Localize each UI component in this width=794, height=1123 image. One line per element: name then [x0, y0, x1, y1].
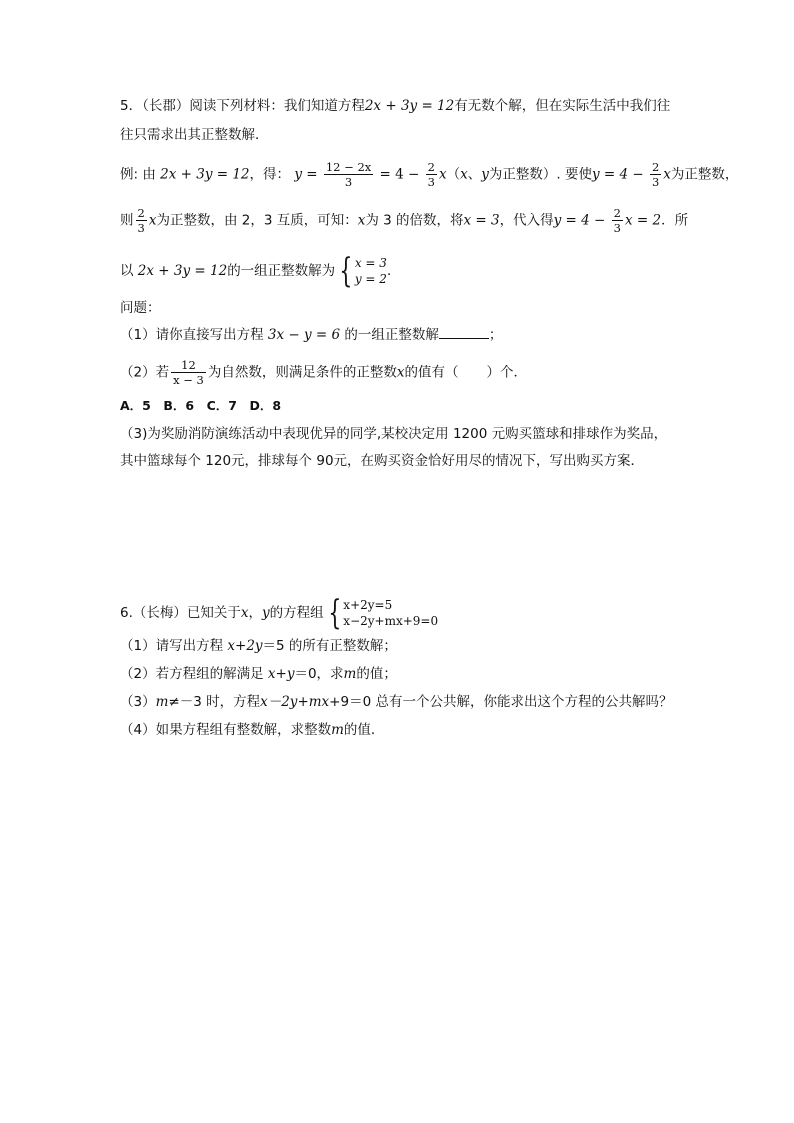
fraction-numerator: 2 [137, 206, 145, 220]
text: 的值有（ [404, 364, 459, 381]
math-expr: x = 3 [463, 212, 500, 229]
fraction [171, 358, 206, 387]
text: 的方程组 [269, 605, 324, 621]
variable: x [148, 212, 157, 229]
fraction-denominator: 3 [613, 221, 621, 235]
fraction [426, 160, 437, 189]
q6-part-1 [120, 636, 397, 656]
math-expr: x－2y+mx [260, 694, 330, 710]
text: ）个． [486, 364, 527, 381]
text: 为正整数， [670, 166, 739, 183]
variable: x [663, 166, 671, 183]
q5-line-3 [120, 160, 738, 189]
text: 的一组正整数解 [344, 327, 439, 343]
text: （2）若方程组的解满足 [120, 666, 264, 682]
system-row: y = 2 [354, 272, 387, 286]
q5-part-2 [120, 358, 527, 387]
q5-line-5 [120, 251, 401, 291]
text: ； [488, 327, 503, 343]
q5-line-2 [120, 125, 269, 145]
q6-line-1 [120, 593, 439, 633]
fraction-numerator: 12 [171, 358, 206, 373]
text: 、 [467, 166, 482, 183]
text: 的值； [356, 666, 397, 682]
equation-2x-3y-12: 2x + 3y = 12 [364, 98, 455, 114]
text: ＝5 的所有正整数解； [262, 638, 397, 654]
fraction [324, 160, 373, 189]
system-row: x+2y=5 [343, 598, 393, 612]
text: （2）若 [120, 364, 170, 381]
text: （3） [120, 694, 156, 710]
q6-part-4 [120, 720, 384, 740]
variable: x [357, 212, 366, 229]
system-row: x−2y+mx+9=0 [343, 614, 439, 628]
fraction-denominator: 3 [137, 221, 145, 235]
math-expr: y = 4 − [553, 212, 606, 229]
q6-part-3 [120, 692, 672, 712]
variable: y [481, 166, 489, 183]
problem-label [120, 298, 161, 318]
q6-part-2 [120, 664, 397, 684]
fraction [136, 206, 147, 235]
variable: x [460, 166, 468, 183]
q5-intro-text-cont: 有无数个解，但在实际生活中我们往 [454, 98, 671, 114]
fraction-numerator: 2 [651, 160, 660, 174]
variable: x [438, 166, 447, 183]
fraction-denominator: 3 [344, 175, 353, 189]
q5-part-3-line-1 [120, 424, 667, 444]
text: （1）请写出方程 [120, 638, 224, 654]
answer-options: A．5 B．6 C．7 D．8 [120, 398, 282, 413]
text: ， [248, 605, 263, 621]
fraction [650, 160, 661, 189]
equation: 3x − y = 6 [267, 327, 341, 343]
math-expr: x = 2 [624, 212, 662, 229]
q5-line-4 [120, 206, 688, 235]
brace-icon: { [327, 593, 341, 633]
text: 为正整数）. 要使 [488, 166, 592, 183]
text: 其中篮球每个 120元，排球每个 90元，在购买资金恰好用尽的情况下，写出购买方案． [120, 453, 645, 469]
fraction-denominator: x − 3 [173, 373, 204, 387]
fraction-numerator: 12 − 2x [325, 160, 372, 174]
text: 的一组正整数解为 [227, 263, 336, 279]
fraction-numerator: 2 [613, 206, 621, 220]
variable: m [331, 722, 344, 738]
text: （ [446, 166, 461, 183]
text: （4）如果方程组有整数解，求整数 [120, 722, 332, 738]
problem-heading: 问题： [120, 300, 161, 316]
q5-line-1 [120, 96, 670, 116]
variable: x [240, 605, 249, 621]
text: +9＝0 总有一个公共解，你能求出这个方程的公共解吗？ [329, 694, 673, 710]
variable: x [396, 364, 405, 381]
text: 为自然数，则满足条件的正整数 [207, 364, 397, 381]
math-expr: y = 4 − [591, 166, 644, 183]
text: ． [386, 263, 401, 279]
q5-part-3-line-2 [120, 451, 644, 471]
text: ≠－3 时，方程 [168, 694, 261, 710]
fraction-denominator: 3 [651, 175, 660, 189]
math-expr: x+y [267, 666, 295, 682]
math-expr: = 4 − [379, 166, 420, 183]
q5-intro-text: 5．（长郡）阅读下列材料：我们知道方程 [120, 98, 365, 114]
text: ．所 [661, 212, 689, 229]
variable: y [262, 605, 270, 621]
equation-system [335, 251, 387, 291]
q5-part-1 [120, 324, 502, 345]
text: 6.（长梅）已知关于 [120, 605, 241, 621]
equation-system [324, 593, 439, 633]
q5-intro-text-end: 往只需求出其正整数解． [120, 127, 269, 143]
math-expr: y = [294, 166, 318, 183]
math-expr: x+2y [227, 638, 263, 654]
text: ，代入得 [499, 212, 554, 229]
text: 的值． [343, 722, 385, 738]
fraction-denominator: 3 [427, 175, 435, 189]
variable: m [343, 666, 357, 682]
equation: 2x + 3y = 12 [160, 166, 250, 183]
text: （3)为奖励消防演练活动中表现优异的同学,某校决定用 1200 元购买篮球和排球作为奖品， [120, 426, 668, 442]
text: ，得： [249, 166, 291, 183]
text: （1）请你直接写出方程 [120, 327, 264, 343]
equation: 2x + 3y = 12 [137, 263, 228, 279]
q5-options [120, 396, 281, 416]
text: ＝0，求 [294, 666, 344, 682]
answer-blank[interactable] [439, 324, 489, 339]
text: 则 [120, 212, 134, 229]
text: 为 3 的倍数，将 [365, 212, 464, 229]
text: 以 [120, 263, 134, 279]
fraction-numerator: 2 [427, 160, 435, 174]
example-label: 例: 由 [120, 166, 156, 183]
fraction [612, 206, 623, 235]
brace-icon: { [339, 251, 353, 291]
text: 为正整数，由 2，3 互质，可知： [156, 212, 358, 229]
system-row: x = 3 [354, 256, 387, 270]
variable: m [155, 694, 169, 710]
